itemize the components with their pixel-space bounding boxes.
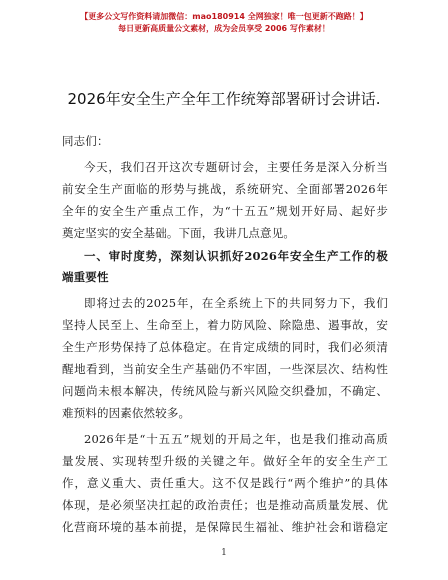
section-heading-line: 一、审时度势，深刻认识抓好2026年安全生产工作的极 bbox=[84, 249, 388, 263]
paragraph-line: 奠定坚实的安全基础。下面，我讲几点意见。 bbox=[62, 226, 295, 240]
section-heading-line: 端重要性 bbox=[62, 270, 109, 284]
paragraph-line: 全年的安全生产重点工作，为“十五五”规划开好局、起好步 bbox=[62, 204, 388, 218]
paragraph-line: 坚持人民至上、生命至上，着力防风险、除隐患、遏事故，安 bbox=[62, 318, 388, 332]
paragraph-line: 今天，我们召开这次专题研讨会，主要任务是深入分析当 bbox=[84, 160, 388, 174]
salutation: 同志们： bbox=[62, 134, 109, 148]
paragraph-line: 作，意义重大、责任重大。这不仅是践行“两个维护”的具体 bbox=[62, 476, 388, 490]
paragraph-line: 问题尚未根本解决，传统风险与新兴风险交织叠加，不确定、 bbox=[62, 384, 388, 398]
paragraph-line: 化营商环境的基本前提，是保障民生福祉、维护社会和谐稳定 bbox=[62, 520, 388, 534]
paragraph-line: 全生产形势保持了总体稳定。在肯定成绩的同时，我们必须清 bbox=[62, 340, 388, 354]
paragraph-line: 前安全生产面临的形势与挑战，系统研究、全面部署2026年 bbox=[62, 182, 388, 196]
promo-banner-line2: 每日更新高质量公文素材，成为会员享受 2006 写作素材！ bbox=[118, 24, 330, 33]
paragraph-line: 2026年是“十五五”规划的开局之年，也是我们推动高质 bbox=[84, 432, 388, 446]
paragraph-line: 即将过去的2025年，在全系统上下的共同努力下，我们 bbox=[84, 296, 388, 310]
document-title: 2026年安全生产全年工作统筹部署研讨会讲话. bbox=[67, 90, 381, 108]
paragraph-line: 体现，是必须坚决扛起的政治责任；也是推动高质量发展、优 bbox=[62, 498, 388, 512]
page-number: 1 bbox=[221, 548, 227, 558]
promo-banner-line1: 【更多公文写作资料请加微信：mao180914 全网独家！唯一包更新不跑路！】 bbox=[80, 12, 368, 21]
paragraph-line: 难预料的因素依然较多。 bbox=[62, 406, 191, 420]
paragraph-line: 量发展、实现转型升级的关键之年。做好全年的安全生产工 bbox=[62, 454, 388, 468]
paragraph-line: 醒地看到，当前安全生产基础仍不牢固，一些深层次、结构性 bbox=[62, 362, 388, 376]
